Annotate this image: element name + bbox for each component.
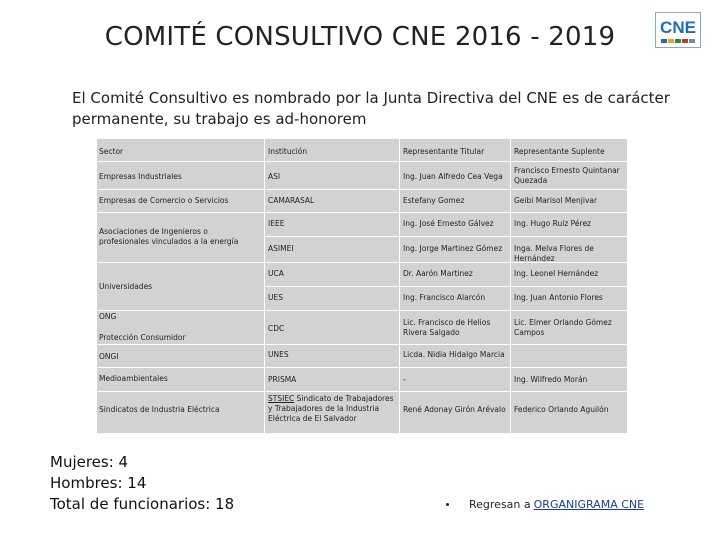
institution-stsiec-abbr: STSIEC [268,394,295,403]
suplente-asimei: Inga. Melva Flores de Hernández [514,244,594,263]
institution-ues: UES [268,293,283,302]
institution-uca: UCA [268,269,284,278]
sector-ingenieros: Asociaciones de Ingenieros o profesionales vinculados a la energía [99,227,239,246]
institution-asimei: ASIMEI [268,244,294,253]
suplente-ieee: Ing. Hugo Ruiz Pérez [514,219,591,228]
titular-stsiec: René Adonay Girón Arévalo [403,405,506,414]
header-institucion: Institución [268,147,308,156]
institution-ieee: IEEE [268,219,285,228]
sector-sindicatos: Sindicatos de Industria Eléctrica [99,405,220,414]
sector-ongi: ONGI [99,352,119,361]
suplente-uca: Ing. Leonel Hernández [514,269,599,278]
institution-unes: UNES [268,350,289,359]
sector-universidades: Universidades [99,282,153,291]
suplente-ues: Ing. Juan Antonio Flores [514,293,603,302]
header-sector: Sector [99,147,124,156]
intro-text: El Comité Consultivo es nombrado por la Junta Directiva del CNE es de carácter permanente, su trabajo es ad-honorem [72,89,670,128]
total-mujeres: Mujeres: 4 [50,453,129,471]
titular-asimei: Ing. Jorge Martinez Gómez [403,244,503,253]
titular-uca: Dr. Aarón Martinez [403,269,473,278]
organigrama-link[interactable]: ORGANIGRAMA CNE [533,498,645,511]
bullet-icon [446,503,449,506]
page-title: COMITÉ CONSULTIVO CNE 2016 - 2019 [104,22,616,52]
titular-ieee: Ing. José Ernesto Gálvez [403,219,494,228]
sector-comercio: Empresas de Comercio o Servicios [99,196,229,205]
staff-totals [50,452,234,515]
svg-text:CNE: CNE [660,18,696,37]
suplente-camarasal: Geibi Marisol Menjivar [514,196,598,205]
institution-stsiec-name: Sindicato de Trabajadores y Trabajadores de la Industria Eléctrica de El Salvador [268,394,394,423]
titular-ues: Ing. Francisco Alarcón [403,293,486,302]
suplente-asi: Francisco Ernesto Quintanar Quezada [514,166,620,185]
institution-stsiec [268,394,398,424]
titular-camarasal: Estefany Gomez [403,196,465,205]
suplente-stsiec: Federico Orlando Aguilón [514,405,609,414]
institution-camarasal: CAMARASAL [268,196,315,205]
sector-consumidor: Protección Consumidor [99,333,186,342]
total-hombres: Hombres: 14 [50,474,147,492]
institution-asi: ASI [268,172,281,181]
footer-return [446,498,644,511]
total-funcionarios: Total de funcionarios: 18 [50,495,235,513]
cne-logo [655,12,701,48]
footer-prefix: Regresan a [469,498,531,511]
titular-asi: Ing. Juan Alfredo Cea Vega [403,172,503,181]
sector-ong: ONG [99,312,117,321]
titular-cdc: Lic. Francisco de Helios Rivera Salgado [403,318,491,337]
sector-medioambientales: Medioambientales [99,374,168,383]
suplente-cdc: Lic. Elmer Orlando Gómez Campos [514,318,612,337]
titular-prisma: - [403,375,406,384]
header-titular: Representante Titular [403,147,485,156]
sector-industriales: Empresas Industriales [99,172,182,181]
suplente-prisma: Ing. Wilfredo Morán [514,375,588,384]
committee-table [97,139,627,433]
institution-cdc: CDC [268,324,285,333]
header-suplente: Representante Suplente [514,147,605,156]
institution-prisma: PRISMA [268,375,297,384]
titular-unes: Licda. Nidia Hidalgo Marcia [403,350,505,359]
